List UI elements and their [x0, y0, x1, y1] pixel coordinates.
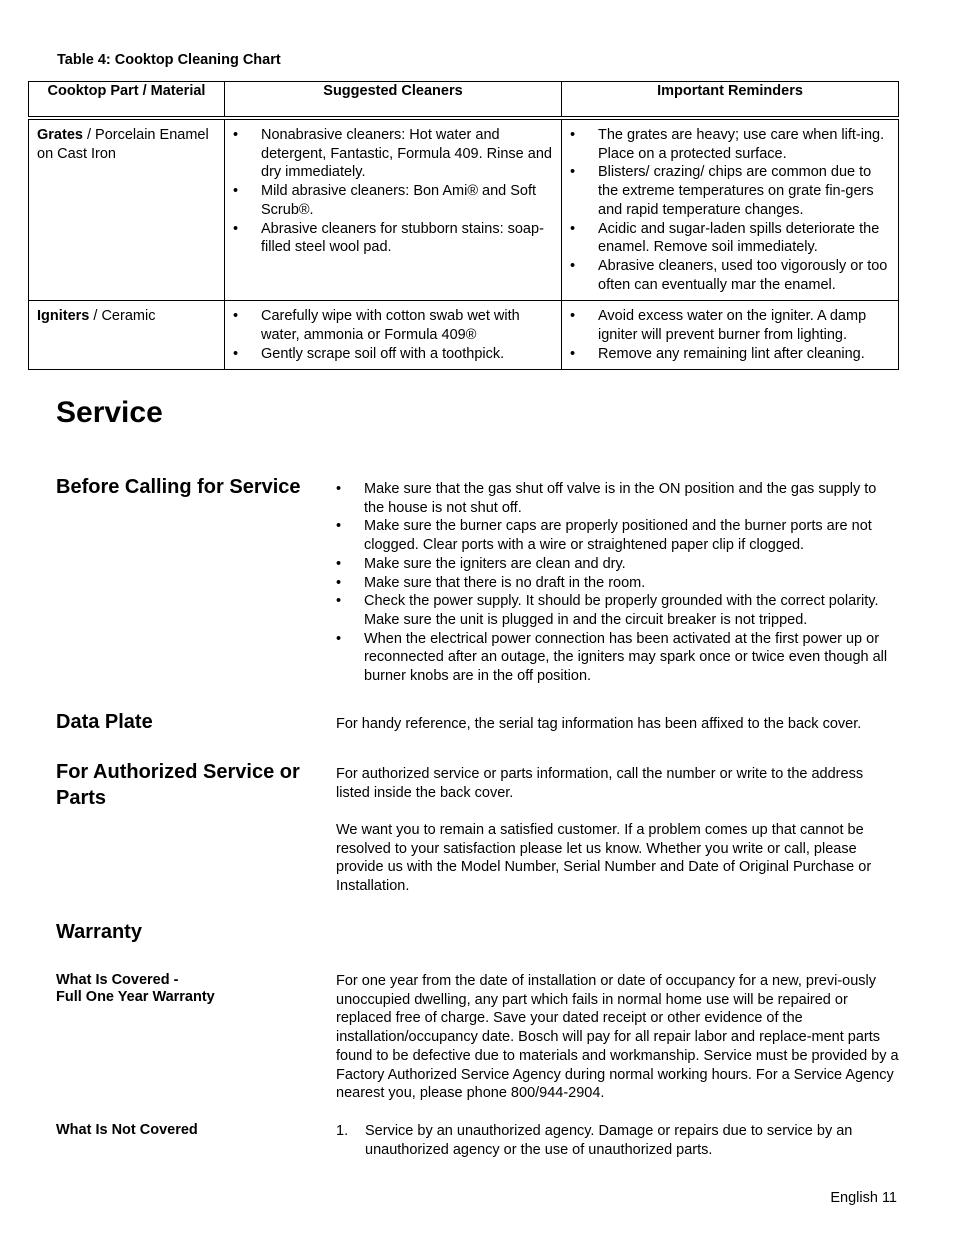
- covered-label-line-1: What Is Covered -: [56, 972, 179, 988]
- list-item: • Blisters/ crazing/ chips are common due to the extreme temperatures on grate fin-gers and rapid temperature changes.: [570, 163, 890, 219]
- list-item: • Make sure that there is no draft in the room.: [336, 574, 899, 593]
- part-cell: [29, 301, 225, 370]
- cleaning-chart-table: [28, 81, 899, 370]
- part-name: Igniters: [37, 308, 90, 325]
- reminders-cell: [562, 118, 899, 301]
- authorized-service-para-2: We want you to remain a satisfied customer. If a problem comes up that cannot be resolved to your satisfaction please let us know. Whether you write or call, please provide us with the Model Number, Serial Number and Date of Original Purchase or Installation.: [336, 822, 872, 895]
- part-name: Grates: [37, 127, 83, 143]
- list-item: • Nonabrasive cleaners: Hot water and detergent, Fantastic, Formula 409. Rinse and dry immediately.: [233, 126, 553, 182]
- table-row: [29, 118, 899, 301]
- list-item: • Acidic and sugar-laden spills deteriorate the enamel. Remove soil immediately.: [570, 220, 890, 257]
- list-item: • Mild abrasive cleaners: Bon Ami® and Soft Scrub®.: [233, 182, 553, 219]
- cleaners-cell: [225, 118, 562, 301]
- list-item: • Make sure that the gas shut off valve is in the ON position and the gas supply to the house is not shut off.: [336, 480, 899, 517]
- list-item: • Remove any remaining lint after cleaning.: [570, 345, 890, 364]
- part-material: / Porcelain Enamel on Cast Iron: [37, 127, 209, 162]
- authorized-service-para-1: For authorized service or parts information, call the number or write to the address listed inside the back cover.: [336, 766, 864, 801]
- list-item: • Abrasive cleaners for stubborn stains: soap-filled steel wool pad.: [233, 220, 553, 257]
- header-reminders: Important Reminders: [562, 82, 899, 119]
- covered-label-line-2: Full One Year Warranty: [56, 989, 215, 1005]
- list-item: • Carefully wipe with cotton swab wet with water, ammonia or Formula 409®: [233, 307, 553, 344]
- list-item: • When the electrical power connection has been activated at the first power up or reconnected after an outage, the igniters may spark once or twice even though all burner knobs are in the off position.: [336, 630, 899, 686]
- data-plate-heading: Data Plate: [56, 711, 153, 733]
- list-item: • Avoid excess water on the igniter. A damp igniter will prevent burner from lighting.: [570, 307, 890, 344]
- cleaners-cell: [225, 301, 562, 370]
- table-header-row: [29, 82, 899, 119]
- header-part: Cooktop Part / Material: [29, 82, 225, 119]
- table-caption: Table 4: Cooktop Cleaning Chart: [57, 52, 281, 68]
- authorized-service-heading: For Authorized Service or Parts: [56, 761, 300, 809]
- part-material: / Ceramic: [89, 308, 156, 325]
- warranty-not-covered-list: [336, 1122, 899, 1159]
- list-item: • Check the power supply. It should be properly grounded with the correct polarity. Make sure the unit is plugged in and the circuit breaker is not tripped.: [336, 592, 899, 629]
- warranty-heading: Warranty: [56, 921, 142, 943]
- warranty-covered-text: For one year from the date of installation or date of occupancy for a new, previ-ously unoccupied dwelling, any part which fails in normal home use will be repaired or replaced free of charge. Save your dated receipt or other evidence of the installation/occupancy date. Bosch will pay for all repair labor and replace-ment parts found to be defective due to materials and workmanship. Service must be provided by a Factory Authorized Service Agency during normal working hours. For a Service Agency nearest you, please phone 800/944-2904.: [336, 973, 899, 1102]
- item-text: Service by an unauthorized agency. Damage or repairs due to service by an unauthorized agency or the use of unauthorized parts.: [365, 1123, 853, 1158]
- before-calling-list: [336, 480, 899, 686]
- warranty-covered-label: [56, 972, 215, 1006]
- item-number: 1.: [336, 1123, 349, 1139]
- warranty-not-covered-label: What Is Not Covered: [56, 1122, 198, 1138]
- list-item: • Abrasive cleaners, used too vigorously or too often can eventually mar the enamel.: [570, 257, 890, 294]
- list-item: • The grates are heavy; use care when lift-ing. Place on a protected surface.: [570, 126, 890, 163]
- list-item: • Make sure the burner caps are properly positioned and the burner ports are not clogged. Clear ports with a wire or straightened paper clip if clogged.: [336, 517, 899, 554]
- before-calling-heading: Before Calling for Service: [56, 476, 301, 498]
- reminders-cell: [562, 301, 899, 370]
- data-plate-text: For handy reference, the serial tag information has been affixed to the back cover.: [336, 716, 862, 732]
- part-cell: [29, 118, 225, 301]
- page-number: English 11: [830, 1190, 897, 1206]
- list-item: [336, 1122, 899, 1159]
- header-cleaners: Suggested Cleaners: [225, 82, 562, 119]
- list-item: • Make sure the igniters are clean and dry.: [336, 555, 899, 574]
- page-title: Service: [56, 396, 163, 429]
- list-item: • Gently scrape soil off with a toothpick.: [233, 345, 553, 364]
- table-row: [29, 301, 899, 370]
